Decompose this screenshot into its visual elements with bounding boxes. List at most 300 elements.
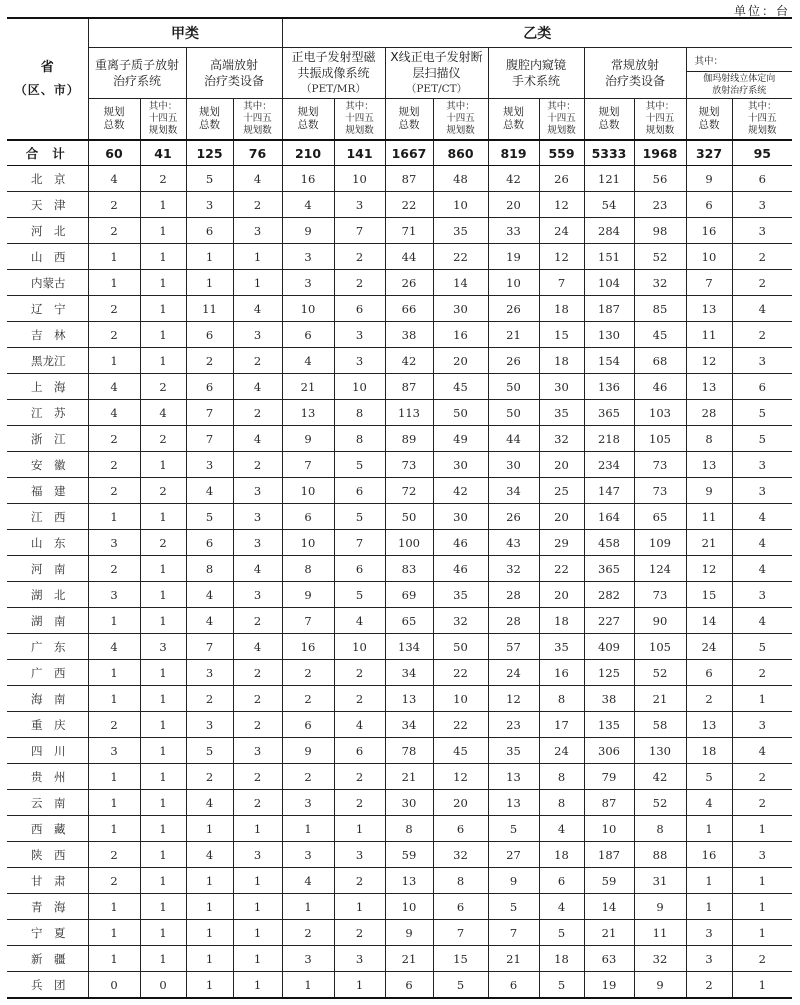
value-cell: 18 xyxy=(539,608,584,634)
value-cell: 109 xyxy=(634,530,686,556)
value-cell: 17 xyxy=(539,712,584,738)
value-cell: 2 xyxy=(140,530,186,556)
table-row xyxy=(7,556,792,582)
province-name: 河 北 xyxy=(7,218,88,244)
value-cell: 63 xyxy=(584,946,634,972)
value-cell: 7 xyxy=(539,270,584,296)
value-cell: 1 xyxy=(186,244,233,270)
value-cell: 11 xyxy=(686,322,732,348)
value-cell: 73 xyxy=(385,452,433,478)
value-cell: 19 xyxy=(584,972,634,999)
value-cell: 3 xyxy=(140,634,186,660)
value-cell: 12 xyxy=(539,192,584,218)
province-name: 青 海 xyxy=(7,894,88,920)
value-cell: 13 xyxy=(385,868,433,894)
province-name: 浙 江 xyxy=(7,426,88,452)
value-cell: 9 xyxy=(385,920,433,946)
value-cell: 6 xyxy=(282,712,334,738)
value-cell: 1 xyxy=(88,920,140,946)
value-cell: 4 xyxy=(88,166,140,192)
value-cell: 21 xyxy=(634,686,686,712)
value-cell: 33 xyxy=(488,218,539,244)
value-cell: 105 xyxy=(634,426,686,452)
value-cell: 1 xyxy=(732,972,792,999)
total-cell: 1667 xyxy=(385,140,433,166)
value-cell: 1 xyxy=(140,504,186,530)
value-cell: 1 xyxy=(186,972,233,999)
sub-header-14th-plan: 其中： 十四五 规划数 xyxy=(433,99,488,141)
value-cell: 26 xyxy=(488,348,539,374)
value-cell: 56 xyxy=(634,166,686,192)
value-cell: 3 xyxy=(334,842,385,868)
table-row xyxy=(7,296,792,322)
value-cell: 90 xyxy=(634,608,686,634)
value-cell: 2 xyxy=(88,556,140,582)
value-cell: 20 xyxy=(488,192,539,218)
value-cell: 3 xyxy=(732,478,792,504)
value-cell: 3 xyxy=(686,920,732,946)
value-cell: 3 xyxy=(88,738,140,764)
value-cell: 2 xyxy=(732,764,792,790)
value-cell: 50 xyxy=(433,400,488,426)
value-cell: 52 xyxy=(634,660,686,686)
value-cell: 10 xyxy=(282,530,334,556)
value-cell: 3 xyxy=(282,946,334,972)
value-cell: 3 xyxy=(732,582,792,608)
value-cell: 16 xyxy=(686,842,732,868)
value-cell: 1 xyxy=(140,296,186,322)
value-cell: 9 xyxy=(686,166,732,192)
value-cell: 2 xyxy=(732,244,792,270)
value-cell: 58 xyxy=(634,712,686,738)
value-cell: 3 xyxy=(282,842,334,868)
province-name: 西 藏 xyxy=(7,816,88,842)
value-cell: 187 xyxy=(584,842,634,868)
value-cell: 8 xyxy=(282,556,334,582)
value-cell: 3 xyxy=(233,322,282,348)
province-name: 黑龙江 xyxy=(7,348,88,374)
value-cell: 6 xyxy=(433,816,488,842)
value-cell: 26 xyxy=(488,504,539,530)
value-cell: 134 xyxy=(385,634,433,660)
value-cell: 9 xyxy=(282,218,334,244)
value-cell: 10 xyxy=(686,244,732,270)
value-cell: 2 xyxy=(88,192,140,218)
value-cell: 2 xyxy=(334,244,385,270)
value-cell: 5 xyxy=(334,452,385,478)
value-cell: 1 xyxy=(140,556,186,582)
value-cell: 89 xyxy=(385,426,433,452)
value-cell: 0 xyxy=(88,972,140,999)
value-cell: 1 xyxy=(732,816,792,842)
value-cell: 11 xyxy=(686,504,732,530)
value-cell: 2 xyxy=(88,868,140,894)
value-cell: 2 xyxy=(233,790,282,816)
province-name: 重 庆 xyxy=(7,712,88,738)
value-cell: 10 xyxy=(433,192,488,218)
value-cell: 20 xyxy=(433,348,488,374)
value-cell: 14 xyxy=(584,894,634,920)
value-cell: 24 xyxy=(488,660,539,686)
value-cell: 4 xyxy=(732,504,792,530)
value-cell: 44 xyxy=(488,426,539,452)
value-cell: 4 xyxy=(233,556,282,582)
value-cell: 4 xyxy=(186,608,233,634)
total-cell: 1968 xyxy=(634,140,686,166)
value-cell: 7 xyxy=(186,400,233,426)
value-cell: 1 xyxy=(186,816,233,842)
value-cell: 45 xyxy=(433,374,488,400)
value-cell: 3 xyxy=(282,270,334,296)
value-cell: 87 xyxy=(584,790,634,816)
value-cell: 25 xyxy=(539,478,584,504)
sub-header-14th-plan: 其中： 十四五 规划数 xyxy=(334,99,385,141)
value-cell: 1 xyxy=(233,868,282,894)
value-cell: 125 xyxy=(584,660,634,686)
value-cell: 21 xyxy=(385,764,433,790)
table-header xyxy=(7,18,792,140)
value-cell: 50 xyxy=(385,504,433,530)
value-cell: 3 xyxy=(732,192,792,218)
table-row xyxy=(7,166,792,192)
value-cell: 23 xyxy=(634,192,686,218)
category-high-end-radiotherapy: 高端放射 治疗类设备 xyxy=(186,48,282,99)
value-cell: 2 xyxy=(88,296,140,322)
value-cell: 1 xyxy=(732,894,792,920)
value-cell: 2 xyxy=(282,920,334,946)
group-b-header: 乙类 xyxy=(282,18,792,48)
value-cell: 2 xyxy=(233,764,282,790)
value-cell: 1 xyxy=(334,972,385,999)
value-cell: 10 xyxy=(584,816,634,842)
value-cell: 8 xyxy=(539,686,584,712)
value-cell: 24 xyxy=(539,738,584,764)
value-cell: 9 xyxy=(634,894,686,920)
value-cell: 227 xyxy=(584,608,634,634)
value-cell: 3 xyxy=(233,842,282,868)
value-cell: 46 xyxy=(433,530,488,556)
value-cell: 7 xyxy=(334,218,385,244)
value-cell: 3 xyxy=(686,946,732,972)
value-cell: 2 xyxy=(282,764,334,790)
value-cell: 365 xyxy=(584,556,634,582)
value-cell: 6 xyxy=(539,868,584,894)
value-cell: 13 xyxy=(686,712,732,738)
value-cell: 4 xyxy=(88,634,140,660)
value-cell: 1 xyxy=(334,894,385,920)
value-cell: 1 xyxy=(686,868,732,894)
province-name: 山 西 xyxy=(7,244,88,270)
value-cell: 4 xyxy=(686,790,732,816)
value-cell: 1 xyxy=(186,920,233,946)
value-cell: 135 xyxy=(584,712,634,738)
value-cell: 13 xyxy=(488,790,539,816)
value-cell: 19 xyxy=(488,244,539,270)
value-cell: 32 xyxy=(634,270,686,296)
value-cell: 18 xyxy=(539,946,584,972)
value-cell: 4 xyxy=(282,348,334,374)
value-cell: 10 xyxy=(334,634,385,660)
value-cell: 14 xyxy=(433,270,488,296)
total-cell: 141 xyxy=(334,140,385,166)
value-cell: 87 xyxy=(385,166,433,192)
province-name: 湖 北 xyxy=(7,582,88,608)
value-cell: 2 xyxy=(140,166,186,192)
value-cell: 104 xyxy=(584,270,634,296)
value-cell: 38 xyxy=(385,322,433,348)
value-cell: 65 xyxy=(634,504,686,530)
value-cell: 1 xyxy=(140,920,186,946)
value-cell: 57 xyxy=(488,634,539,660)
value-cell: 1 xyxy=(140,582,186,608)
value-cell: 52 xyxy=(634,244,686,270)
value-cell: 85 xyxy=(634,296,686,322)
value-cell: 1 xyxy=(88,790,140,816)
value-cell: 282 xyxy=(584,582,634,608)
value-cell: 1 xyxy=(186,868,233,894)
value-cell: 2 xyxy=(140,426,186,452)
province-name: 兵 团 xyxy=(7,972,88,999)
value-cell: 2 xyxy=(233,452,282,478)
value-cell: 10 xyxy=(334,166,385,192)
value-cell: 18 xyxy=(686,738,732,764)
value-cell: 6 xyxy=(732,374,792,400)
value-cell: 28 xyxy=(686,400,732,426)
of-which-header: 其中： xyxy=(686,48,792,72)
value-cell: 5 xyxy=(433,972,488,999)
total-row xyxy=(7,140,792,166)
value-cell: 2 xyxy=(732,270,792,296)
value-cell: 73 xyxy=(634,582,686,608)
value-cell: 1 xyxy=(88,504,140,530)
province-name: 天 津 xyxy=(7,192,88,218)
value-cell: 27 xyxy=(488,842,539,868)
value-cell: 3 xyxy=(732,218,792,244)
value-cell: 13 xyxy=(385,686,433,712)
value-cell: 35 xyxy=(433,218,488,244)
value-cell: 2 xyxy=(334,920,385,946)
value-cell: 154 xyxy=(584,348,634,374)
value-cell: 4 xyxy=(233,426,282,452)
value-cell: 6 xyxy=(433,894,488,920)
table-body xyxy=(7,140,792,998)
value-cell: 46 xyxy=(433,556,488,582)
province-name: 上 海 xyxy=(7,374,88,400)
value-cell: 284 xyxy=(584,218,634,244)
value-cell: 1 xyxy=(140,608,186,634)
value-cell: 6 xyxy=(686,192,732,218)
province-name: 甘 肃 xyxy=(7,868,88,894)
value-cell: 1 xyxy=(233,972,282,999)
value-cell: 4 xyxy=(88,374,140,400)
value-cell: 7 xyxy=(334,530,385,556)
value-cell: 66 xyxy=(385,296,433,322)
province-name: 贵 州 xyxy=(7,764,88,790)
value-cell: 72 xyxy=(385,478,433,504)
value-cell: 2 xyxy=(140,374,186,400)
value-cell: 10 xyxy=(488,270,539,296)
value-cell: 9 xyxy=(686,478,732,504)
value-cell: 1 xyxy=(282,816,334,842)
value-cell: 15 xyxy=(686,582,732,608)
value-cell: 30 xyxy=(385,790,433,816)
value-cell: 147 xyxy=(584,478,634,504)
value-cell: 16 xyxy=(539,660,584,686)
province-name: 山 东 xyxy=(7,530,88,556)
value-cell: 42 xyxy=(634,764,686,790)
value-cell: 8 xyxy=(334,400,385,426)
value-cell: 30 xyxy=(433,452,488,478)
value-cell: 21 xyxy=(584,920,634,946)
value-cell: 4 xyxy=(539,816,584,842)
province-name: 江 西 xyxy=(7,504,88,530)
value-cell: 103 xyxy=(634,400,686,426)
value-cell: 5 xyxy=(732,426,792,452)
value-cell: 10 xyxy=(282,296,334,322)
value-cell: 83 xyxy=(385,556,433,582)
value-cell: 113 xyxy=(385,400,433,426)
value-cell: 3 xyxy=(282,244,334,270)
value-cell: 7 xyxy=(433,920,488,946)
category-conventional-radiotherapy: 常规放射 治疗类设备 xyxy=(584,48,686,99)
value-cell: 7 xyxy=(686,270,732,296)
province-name: 江 苏 xyxy=(7,400,88,426)
value-cell: 1 xyxy=(186,946,233,972)
value-cell: 5 xyxy=(186,504,233,530)
value-cell: 4 xyxy=(186,478,233,504)
value-cell: 12 xyxy=(488,686,539,712)
value-cell: 4 xyxy=(233,296,282,322)
table-row xyxy=(7,400,792,426)
value-cell: 2 xyxy=(88,426,140,452)
value-cell: 1 xyxy=(140,322,186,348)
total-label: 合计 xyxy=(7,140,88,166)
value-cell: 30 xyxy=(433,504,488,530)
value-cell: 1 xyxy=(88,894,140,920)
value-cell: 7 xyxy=(186,426,233,452)
table-row xyxy=(7,946,792,972)
value-cell: 2 xyxy=(334,868,385,894)
value-cell: 5 xyxy=(686,764,732,790)
province-column-header xyxy=(7,18,88,140)
value-cell: 1 xyxy=(140,348,186,374)
value-cell: 23 xyxy=(488,712,539,738)
value-cell: 31 xyxy=(634,868,686,894)
value-cell: 8 xyxy=(334,426,385,452)
table-row xyxy=(7,218,792,244)
value-cell: 16 xyxy=(433,322,488,348)
province-name: 广 东 xyxy=(7,634,88,660)
value-cell: 15 xyxy=(433,946,488,972)
value-cell: 24 xyxy=(686,634,732,660)
value-cell: 4 xyxy=(282,868,334,894)
value-cell: 3 xyxy=(732,348,792,374)
value-cell: 6 xyxy=(334,478,385,504)
total-cell: 95 xyxy=(732,140,792,166)
value-cell: 42 xyxy=(433,478,488,504)
value-cell: 3 xyxy=(334,192,385,218)
value-cell: 10 xyxy=(334,374,385,400)
total-cell: 860 xyxy=(433,140,488,166)
value-cell: 130 xyxy=(584,322,634,348)
value-cell: 2 xyxy=(233,348,282,374)
value-cell: 2 xyxy=(233,400,282,426)
sub-header-14th-plan: 其中： 十四五 规划数 xyxy=(539,99,584,141)
value-cell: 54 xyxy=(584,192,634,218)
value-cell: 34 xyxy=(385,660,433,686)
value-cell: 50 xyxy=(433,634,488,660)
value-cell: 8 xyxy=(539,790,584,816)
value-cell: 32 xyxy=(539,426,584,452)
value-cell: 164 xyxy=(584,504,634,530)
value-cell: 5 xyxy=(186,738,233,764)
value-cell: 1 xyxy=(88,686,140,712)
value-cell: 6 xyxy=(186,530,233,556)
table-row xyxy=(7,608,792,634)
value-cell: 20 xyxy=(539,504,584,530)
sub-header-total: 规划 总数 xyxy=(488,99,539,141)
value-cell: 6 xyxy=(732,166,792,192)
category-heavy-ion-proton: 重离子质子放射 治疗系统 xyxy=(88,48,186,99)
province-name: 湖 南 xyxy=(7,608,88,634)
value-cell: 42 xyxy=(385,348,433,374)
value-cell: 3 xyxy=(282,790,334,816)
category-pet-mr: 正电子发射型磁 共振成像系统 （PET/MR） xyxy=(282,48,385,99)
value-cell: 3 xyxy=(233,582,282,608)
value-cell: 9 xyxy=(634,972,686,999)
sub-header-14th-plan: 其中： 十四五 规划数 xyxy=(732,99,792,141)
value-cell: 4 xyxy=(732,738,792,764)
value-cell: 28 xyxy=(488,582,539,608)
value-cell: 2 xyxy=(732,322,792,348)
value-cell: 22 xyxy=(433,244,488,270)
value-cell: 1 xyxy=(732,686,792,712)
value-cell: 2 xyxy=(334,660,385,686)
value-cell: 22 xyxy=(539,556,584,582)
value-cell: 1 xyxy=(140,712,186,738)
value-cell: 1 xyxy=(233,920,282,946)
value-cell: 32 xyxy=(488,556,539,582)
value-cell: 7 xyxy=(488,920,539,946)
value-cell: 3 xyxy=(334,946,385,972)
value-cell: 3 xyxy=(186,712,233,738)
value-cell: 3 xyxy=(233,530,282,556)
value-cell: 10 xyxy=(385,894,433,920)
table-row xyxy=(7,868,792,894)
total-cell: 125 xyxy=(186,140,233,166)
value-cell: 2 xyxy=(334,764,385,790)
value-cell: 1 xyxy=(282,894,334,920)
sub-header-14th-plan: 其中： 十四五 规划数 xyxy=(140,99,186,141)
value-cell: 187 xyxy=(584,296,634,322)
value-cell: 9 xyxy=(488,868,539,894)
value-cell: 26 xyxy=(385,270,433,296)
value-cell: 5 xyxy=(539,972,584,999)
value-cell: 105 xyxy=(634,634,686,660)
value-cell: 32 xyxy=(634,946,686,972)
value-cell: 50 xyxy=(488,374,539,400)
value-cell: 16 xyxy=(686,218,732,244)
value-cell: 3 xyxy=(732,712,792,738)
sub-header-row xyxy=(7,99,792,141)
value-cell: 26 xyxy=(539,166,584,192)
value-cell: 2 xyxy=(186,348,233,374)
table-row xyxy=(7,894,792,920)
value-cell: 52 xyxy=(634,790,686,816)
value-cell: 7 xyxy=(282,452,334,478)
value-cell: 20 xyxy=(539,582,584,608)
value-cell: 2 xyxy=(334,270,385,296)
